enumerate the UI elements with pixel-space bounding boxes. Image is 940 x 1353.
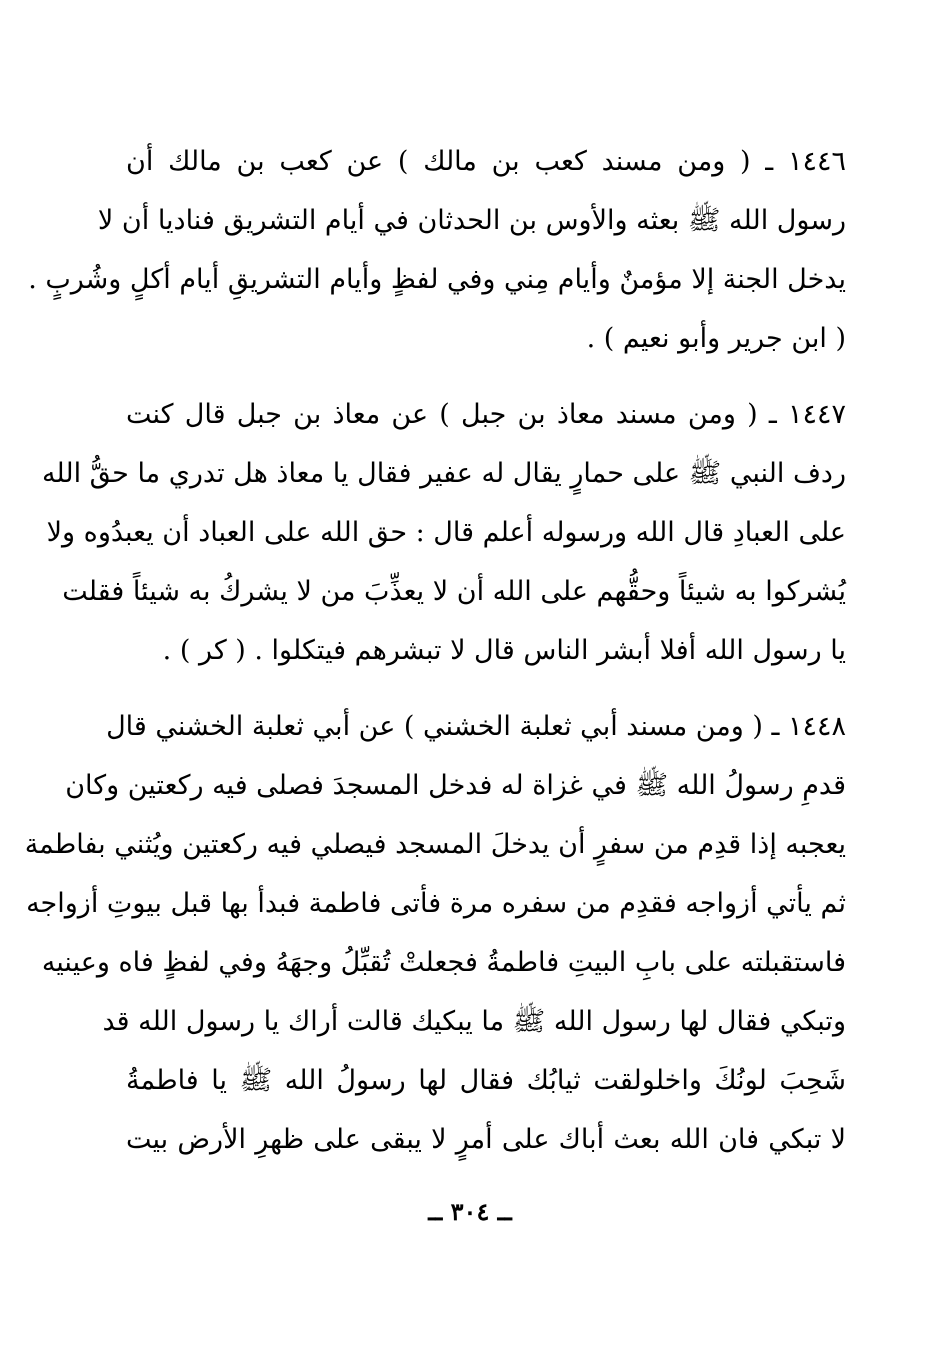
text-line: فاستقبلته على بابِ البيتِ فاطمةُ فجعلتْ تُقبِّلُ وجهَهُ وفي لفظٍ فاه وعينيه	[41, 947, 846, 978]
text-line: قدمِ رسولُ الله ﷺ في غزاة له فدخل المسجدَ فصلى فيه ركعتين وكان	[65, 770, 846, 801]
paragraph-1447	[41, 385, 846, 680]
text-line: رسول الله ﷺ بعثه والأوس بن الحدثان في أيام التشريق فناديا أن لا	[97, 205, 846, 236]
text-line: ردف النبي ﷺ على حمارٍ يقال له عفير فقال يا معاذ هل تدري ما حقُّ الله	[41, 458, 846, 489]
text-line: ( ابن جرير وأبو نعيم ) .	[586, 323, 846, 354]
text-line: لا تبكي فان الله بعث أباك على أمرٍ لا يبقى على ظهرِ الأرض بيت	[126, 1124, 846, 1155]
text-line: ثم يأتي أزواجه فقدِم من سفره مرة فأتى فاطمة فبدأ بها قبل بيوتِ أزواجه	[26, 888, 846, 919]
text-line: شَحِبَ لونُكَ واخلولقت ثيابُك فقال لها رسولُ الله ﷺ يا فاطمةُ	[126, 1065, 846, 1096]
paragraph-1446	[28, 132, 846, 368]
text-line: ١٤٤٦ ـ ( ومن مسند كعب بن مالك ) عن كعب بن مالك أن	[126, 146, 846, 177]
body-text	[24, 132, 846, 1169]
text-line: وتبكي فقال لها رسول الله ﷺ ما يبكيك قالت أراك يا رسول الله قد	[102, 1006, 846, 1037]
page-number: ــ ٣٠٤ ــ	[428, 1197, 512, 1226]
text-line: يا رسول الله أفلا أبشر الناس قال لا تبشرهم فيتكلوا . ( كر ) .	[162, 635, 846, 666]
text-line: على العبادِ قال الله ورسوله أعلم قال : حق الله على العباد أن يعبدُوه ولا	[46, 517, 846, 548]
text-line: يُشركوا به شيئاً وحقُّهم على الله أن لا يعذِّبَ من لا يشركُ به شيئاً فقلت	[62, 576, 846, 607]
text-line: يدخل الجنة إلا مؤمنٌ وأيام مِني وفي لفظٍ وأيام التشريقِ أيام أكلٍ وشُربٍ .	[28, 264, 846, 295]
text-line: ١٤٤٧ ـ ( ومن مسند معاذ بن جبل ) عن معاذ بن جبل قال كنت	[126, 399, 846, 430]
text-line: ١٤٤٨ ـ ( ومن مسند أبي ثعلبة الخشني ) عن أبي ثعلبة الخشني قال	[106, 711, 846, 742]
text-line: يعجبه إذا قدِم من سفرٍ أن يدخلَ المسجد فيصلي فيه ركعتين ويُثني بفاطمة	[24, 829, 846, 860]
paragraph-1448	[24, 697, 846, 1169]
